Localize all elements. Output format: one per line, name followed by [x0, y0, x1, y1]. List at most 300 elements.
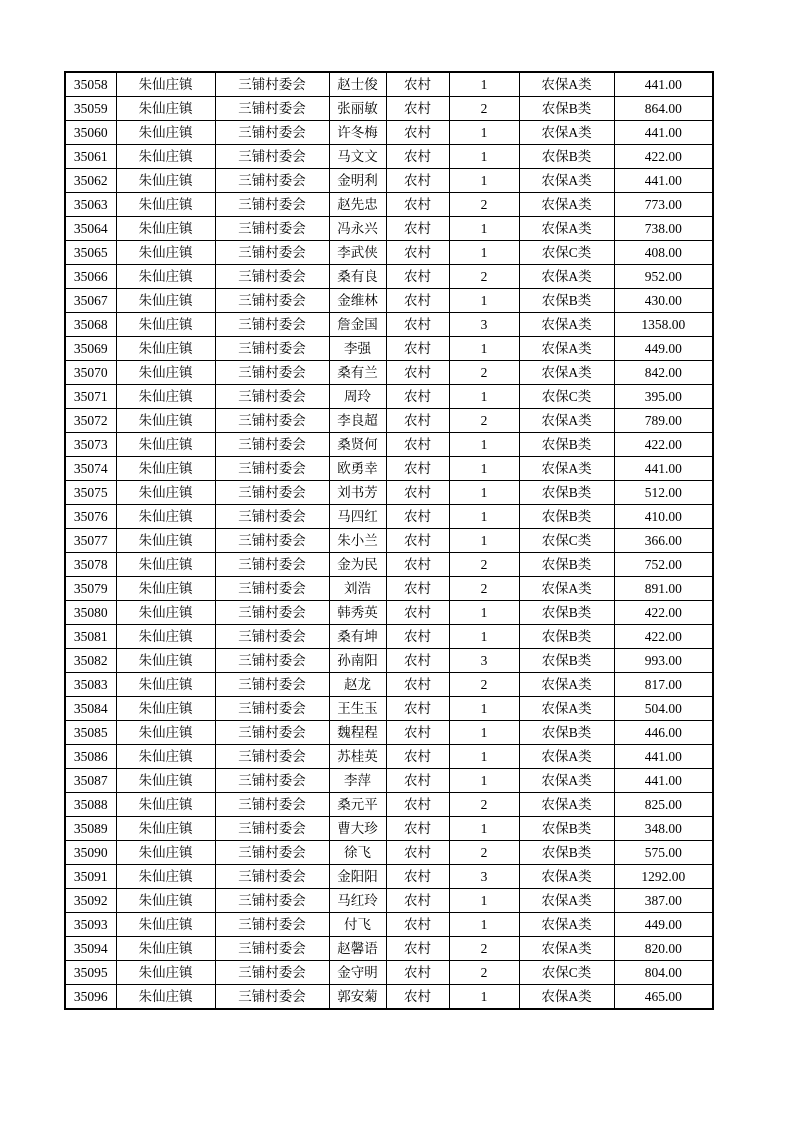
cell-count: 1 — [449, 72, 519, 97]
cell-category: 农保A类 — [519, 409, 614, 433]
cell-name: 詹金国 — [329, 313, 386, 337]
cell-amount: 789.00 — [614, 409, 713, 433]
cell-id: 35095 — [65, 961, 116, 985]
cell-count: 1 — [449, 769, 519, 793]
cell-residence: 农村 — [386, 409, 449, 433]
cell-town: 朱仙庄镇 — [116, 697, 215, 721]
cell-residence: 农村 — [386, 457, 449, 481]
cell-town: 朱仙庄镇 — [116, 265, 215, 289]
cell-amount: 752.00 — [614, 553, 713, 577]
cell-count: 1 — [449, 457, 519, 481]
cell-id: 35088 — [65, 793, 116, 817]
table-row — [65, 721, 713, 745]
cell-count: 1 — [449, 385, 519, 409]
cell-village: 三铺村委会 — [215, 817, 329, 841]
cell-name: 马文文 — [329, 145, 386, 169]
cell-village: 三铺村委会 — [215, 97, 329, 121]
table-row — [65, 169, 713, 193]
cell-residence: 农村 — [386, 961, 449, 985]
table-row — [65, 985, 713, 1010]
cell-amount: 817.00 — [614, 673, 713, 697]
cell-amount: 820.00 — [614, 937, 713, 961]
cell-town: 朱仙庄镇 — [116, 217, 215, 241]
cell-count: 1 — [449, 913, 519, 937]
cell-id: 35096 — [65, 985, 116, 1010]
table-body — [65, 72, 713, 1009]
cell-id: 35078 — [65, 553, 116, 577]
cell-village: 三铺村委会 — [215, 145, 329, 169]
table-row — [65, 625, 713, 649]
cell-name: 金明利 — [329, 169, 386, 193]
cell-amount: 422.00 — [614, 601, 713, 625]
cell-category: 农保B类 — [519, 817, 614, 841]
cell-residence: 农村 — [386, 553, 449, 577]
cell-town: 朱仙庄镇 — [116, 793, 215, 817]
cell-town: 朱仙庄镇 — [116, 169, 215, 193]
cell-town: 朱仙庄镇 — [116, 961, 215, 985]
cell-name: 赵馨语 — [329, 937, 386, 961]
table-row — [65, 601, 713, 625]
cell-village: 三铺村委会 — [215, 72, 329, 97]
cell-village: 三铺村委会 — [215, 721, 329, 745]
cell-residence: 农村 — [386, 313, 449, 337]
table-row — [65, 337, 713, 361]
cell-count: 1 — [449, 529, 519, 553]
cell-id: 35079 — [65, 577, 116, 601]
cell-town: 朱仙庄镇 — [116, 337, 215, 361]
cell-category: 农保B类 — [519, 553, 614, 577]
cell-name: 周玲 — [329, 385, 386, 409]
cell-id: 35073 — [65, 433, 116, 457]
cell-residence: 农村 — [386, 385, 449, 409]
cell-category: 农保A类 — [519, 361, 614, 385]
cell-category: 农保B类 — [519, 145, 614, 169]
table-row — [65, 361, 713, 385]
cell-category: 农保A类 — [519, 913, 614, 937]
cell-village: 三铺村委会 — [215, 985, 329, 1010]
cell-id: 35064 — [65, 217, 116, 241]
table-row — [65, 769, 713, 793]
cell-residence: 农村 — [386, 481, 449, 505]
cell-name: 刘浩 — [329, 577, 386, 601]
cell-name: 张丽敏 — [329, 97, 386, 121]
cell-count: 1 — [449, 169, 519, 193]
table-row — [65, 673, 713, 697]
cell-id: 35087 — [65, 769, 116, 793]
cell-amount: 993.00 — [614, 649, 713, 673]
cell-count: 1 — [449, 121, 519, 145]
cell-amount: 422.00 — [614, 145, 713, 169]
cell-amount: 825.00 — [614, 793, 713, 817]
cell-village: 三铺村委会 — [215, 913, 329, 937]
cell-amount: 446.00 — [614, 721, 713, 745]
cell-amount: 449.00 — [614, 337, 713, 361]
cell-town: 朱仙庄镇 — [116, 985, 215, 1010]
cell-village: 三铺村委会 — [215, 937, 329, 961]
cell-category: 农保A类 — [519, 265, 614, 289]
cell-amount: 441.00 — [614, 769, 713, 793]
cell-village: 三铺村委会 — [215, 697, 329, 721]
cell-count: 2 — [449, 97, 519, 121]
cell-residence: 农村 — [386, 721, 449, 745]
cell-id: 35061 — [65, 145, 116, 169]
cell-town: 朱仙庄镇 — [116, 745, 215, 769]
cell-town: 朱仙庄镇 — [116, 289, 215, 313]
cell-count: 1 — [449, 241, 519, 265]
cell-id: 35093 — [65, 913, 116, 937]
cell-category: 农保B类 — [519, 433, 614, 457]
cell-count: 1 — [449, 217, 519, 241]
cell-count: 2 — [449, 265, 519, 289]
cell-category: 农保A类 — [519, 169, 614, 193]
cell-name: 桑元平 — [329, 793, 386, 817]
cell-category: 农保A类 — [519, 793, 614, 817]
cell-amount: 387.00 — [614, 889, 713, 913]
table-row — [65, 889, 713, 913]
cell-count: 1 — [449, 505, 519, 529]
cell-amount: 441.00 — [614, 457, 713, 481]
cell-count: 2 — [449, 577, 519, 601]
cell-village: 三铺村委会 — [215, 673, 329, 697]
table-row — [65, 265, 713, 289]
table-row — [65, 433, 713, 457]
cell-residence: 农村 — [386, 337, 449, 361]
cell-count: 2 — [449, 793, 519, 817]
cell-id: 35082 — [65, 649, 116, 673]
cell-name: 桑有良 — [329, 265, 386, 289]
cell-category: 农保A类 — [519, 889, 614, 913]
cell-id: 35075 — [65, 481, 116, 505]
cell-residence: 农村 — [386, 673, 449, 697]
cell-id: 35066 — [65, 265, 116, 289]
cell-town: 朱仙庄镇 — [116, 121, 215, 145]
cell-count: 1 — [449, 337, 519, 361]
cell-category: 农保A类 — [519, 985, 614, 1010]
cell-name: 王生玉 — [329, 697, 386, 721]
cell-village: 三铺村委会 — [215, 121, 329, 145]
cell-amount: 395.00 — [614, 385, 713, 409]
cell-count: 3 — [449, 313, 519, 337]
cell-village: 三铺村委会 — [215, 745, 329, 769]
table-row — [65, 697, 713, 721]
cell-id: 35083 — [65, 673, 116, 697]
cell-id: 35086 — [65, 745, 116, 769]
table-row — [65, 481, 713, 505]
cell-category: 农保A类 — [519, 673, 614, 697]
cell-category: 农保B类 — [519, 841, 614, 865]
cell-residence: 农村 — [386, 97, 449, 121]
cell-residence: 农村 — [386, 817, 449, 841]
cell-count: 2 — [449, 841, 519, 865]
cell-name: 魏程程 — [329, 721, 386, 745]
cell-residence: 农村 — [386, 937, 449, 961]
cell-town: 朱仙庄镇 — [116, 913, 215, 937]
cell-town: 朱仙庄镇 — [116, 481, 215, 505]
cell-name: 金为民 — [329, 553, 386, 577]
cell-count: 1 — [449, 697, 519, 721]
table-row — [65, 409, 713, 433]
cell-id: 35063 — [65, 193, 116, 217]
cell-town: 朱仙庄镇 — [116, 457, 215, 481]
cell-count: 2 — [449, 409, 519, 433]
cell-village: 三铺村委会 — [215, 601, 329, 625]
cell-residence: 农村 — [386, 841, 449, 865]
cell-amount: 422.00 — [614, 625, 713, 649]
cell-category: 农保B类 — [519, 505, 614, 529]
cell-name: 赵士俊 — [329, 72, 386, 97]
cell-residence: 农村 — [386, 649, 449, 673]
cell-village: 三铺村委会 — [215, 577, 329, 601]
cell-id: 35074 — [65, 457, 116, 481]
cell-category: 农保A类 — [519, 337, 614, 361]
cell-town: 朱仙庄镇 — [116, 673, 215, 697]
cell-id: 35068 — [65, 313, 116, 337]
cell-amount: 348.00 — [614, 817, 713, 841]
cell-residence: 农村 — [386, 793, 449, 817]
cell-village: 三铺村委会 — [215, 481, 329, 505]
cell-town: 朱仙庄镇 — [116, 577, 215, 601]
cell-amount: 504.00 — [614, 697, 713, 721]
cell-id: 35092 — [65, 889, 116, 913]
cell-residence: 农村 — [386, 145, 449, 169]
cell-village: 三铺村委会 — [215, 505, 329, 529]
cell-count: 2 — [449, 937, 519, 961]
cell-town: 朱仙庄镇 — [116, 889, 215, 913]
cell-id: 35094 — [65, 937, 116, 961]
cell-category: 农保A类 — [519, 217, 614, 241]
records-table — [64, 71, 714, 1010]
cell-town: 朱仙庄镇 — [116, 841, 215, 865]
cell-residence: 农村 — [386, 193, 449, 217]
cell-residence: 农村 — [386, 289, 449, 313]
cell-name: 徐飞 — [329, 841, 386, 865]
cell-category: 农保A类 — [519, 457, 614, 481]
cell-amount: 441.00 — [614, 169, 713, 193]
cell-village: 三铺村委会 — [215, 409, 329, 433]
cell-residence: 农村 — [386, 361, 449, 385]
cell-village: 三铺村委会 — [215, 289, 329, 313]
cell-village: 三铺村委会 — [215, 841, 329, 865]
table-row — [65, 577, 713, 601]
cell-category: 农保A类 — [519, 769, 614, 793]
cell-name: 李萍 — [329, 769, 386, 793]
cell-id: 35085 — [65, 721, 116, 745]
cell-name: 欧勇幸 — [329, 457, 386, 481]
cell-category: 农保C类 — [519, 529, 614, 553]
cell-town: 朱仙庄镇 — [116, 601, 215, 625]
cell-residence: 农村 — [386, 241, 449, 265]
cell-amount: 891.00 — [614, 577, 713, 601]
cell-category: 农保B类 — [519, 625, 614, 649]
cell-category: 农保B类 — [519, 601, 614, 625]
cell-count: 3 — [449, 865, 519, 889]
cell-count: 1 — [449, 433, 519, 457]
cell-count: 1 — [449, 145, 519, 169]
cell-village: 三铺村委会 — [215, 793, 329, 817]
cell-name: 李武侠 — [329, 241, 386, 265]
cell-town: 朱仙庄镇 — [116, 505, 215, 529]
cell-town: 朱仙庄镇 — [116, 241, 215, 265]
cell-town: 朱仙庄镇 — [116, 865, 215, 889]
cell-village: 三铺村委会 — [215, 889, 329, 913]
table-row — [65, 529, 713, 553]
cell-village: 三铺村委会 — [215, 961, 329, 985]
cell-residence: 农村 — [386, 601, 449, 625]
cell-amount: 441.00 — [614, 745, 713, 769]
cell-village: 三铺村委会 — [215, 361, 329, 385]
table-row — [65, 289, 713, 313]
cell-count: 1 — [449, 985, 519, 1010]
cell-amount: 465.00 — [614, 985, 713, 1010]
table-row — [65, 505, 713, 529]
cell-category: 农保A类 — [519, 577, 614, 601]
cell-town: 朱仙庄镇 — [116, 721, 215, 745]
cell-amount: 410.00 — [614, 505, 713, 529]
cell-name: 曹大珍 — [329, 817, 386, 841]
cell-village: 三铺村委会 — [215, 217, 329, 241]
cell-village: 三铺村委会 — [215, 433, 329, 457]
table-row — [65, 193, 713, 217]
cell-name: 桑贤何 — [329, 433, 386, 457]
cell-residence: 农村 — [386, 72, 449, 97]
cell-id: 35076 — [65, 505, 116, 529]
cell-name: 赵龙 — [329, 673, 386, 697]
cell-id: 35067 — [65, 289, 116, 313]
cell-amount: 804.00 — [614, 961, 713, 985]
cell-village: 三铺村委会 — [215, 529, 329, 553]
cell-town: 朱仙庄镇 — [116, 937, 215, 961]
cell-town: 朱仙庄镇 — [116, 313, 215, 337]
table-row — [65, 865, 713, 889]
cell-residence: 农村 — [386, 769, 449, 793]
cell-count: 1 — [449, 481, 519, 505]
cell-town: 朱仙庄镇 — [116, 553, 215, 577]
cell-village: 三铺村委会 — [215, 313, 329, 337]
cell-category: 农保A类 — [519, 745, 614, 769]
cell-count: 1 — [449, 745, 519, 769]
cell-village: 三铺村委会 — [215, 169, 329, 193]
cell-name: 李良超 — [329, 409, 386, 433]
cell-residence: 农村 — [386, 697, 449, 721]
cell-name: 金维林 — [329, 289, 386, 313]
cell-id: 35090 — [65, 841, 116, 865]
cell-town: 朱仙庄镇 — [116, 409, 215, 433]
cell-residence: 农村 — [386, 745, 449, 769]
cell-count: 2 — [449, 961, 519, 985]
cell-name: 付飞 — [329, 913, 386, 937]
table-row — [65, 913, 713, 937]
cell-count: 1 — [449, 817, 519, 841]
cell-amount: 1358.00 — [614, 313, 713, 337]
table-row — [65, 241, 713, 265]
cell-residence: 农村 — [386, 265, 449, 289]
table-row — [65, 217, 713, 241]
cell-town: 朱仙庄镇 — [116, 433, 215, 457]
cell-amount: 422.00 — [614, 433, 713, 457]
cell-id: 35058 — [65, 72, 116, 97]
cell-amount: 738.00 — [614, 217, 713, 241]
cell-amount: 575.00 — [614, 841, 713, 865]
cell-town: 朱仙庄镇 — [116, 361, 215, 385]
cell-count: 2 — [449, 193, 519, 217]
cell-residence: 农村 — [386, 865, 449, 889]
table-row — [65, 793, 713, 817]
cell-category: 农保A类 — [519, 697, 614, 721]
cell-amount: 864.00 — [614, 97, 713, 121]
cell-category: 农保A类 — [519, 193, 614, 217]
cell-residence: 农村 — [386, 625, 449, 649]
cell-amount: 441.00 — [614, 121, 713, 145]
cell-category: 农保A类 — [519, 121, 614, 145]
cell-id: 35089 — [65, 817, 116, 841]
cell-category: 农保A类 — [519, 72, 614, 97]
cell-town: 朱仙庄镇 — [116, 145, 215, 169]
cell-id: 35060 — [65, 121, 116, 145]
cell-count: 2 — [449, 673, 519, 697]
cell-id: 35084 — [65, 697, 116, 721]
cell-category: 农保C类 — [519, 385, 614, 409]
cell-amount: 1292.00 — [614, 865, 713, 889]
table-row — [65, 313, 713, 337]
cell-amount: 842.00 — [614, 361, 713, 385]
cell-category: 农保C类 — [519, 961, 614, 985]
cell-amount: 952.00 — [614, 265, 713, 289]
cell-name: 刘书芳 — [329, 481, 386, 505]
cell-town: 朱仙庄镇 — [116, 625, 215, 649]
cell-name: 金守明 — [329, 961, 386, 985]
cell-name: 朱小兰 — [329, 529, 386, 553]
cell-residence: 农村 — [386, 985, 449, 1010]
table-row — [65, 385, 713, 409]
cell-category: 农保A类 — [519, 313, 614, 337]
cell-count: 1 — [449, 289, 519, 313]
cell-name: 许冬梅 — [329, 121, 386, 145]
cell-name: 韩秀英 — [329, 601, 386, 625]
table-row — [65, 145, 713, 169]
cell-town: 朱仙庄镇 — [116, 817, 215, 841]
cell-residence: 农村 — [386, 529, 449, 553]
cell-id: 35059 — [65, 97, 116, 121]
cell-count: 1 — [449, 889, 519, 913]
cell-town: 朱仙庄镇 — [116, 769, 215, 793]
table-row — [65, 97, 713, 121]
cell-name: 桑有兰 — [329, 361, 386, 385]
cell-name: 马红玲 — [329, 889, 386, 913]
cell-amount: 512.00 — [614, 481, 713, 505]
cell-town: 朱仙庄镇 — [116, 193, 215, 217]
table-row — [65, 817, 713, 841]
cell-name: 苏桂英 — [329, 745, 386, 769]
cell-residence: 农村 — [386, 169, 449, 193]
cell-count: 1 — [449, 601, 519, 625]
table-row — [65, 937, 713, 961]
cell-amount: 773.00 — [614, 193, 713, 217]
cell-village: 三铺村委会 — [215, 385, 329, 409]
cell-amount: 430.00 — [614, 289, 713, 313]
cell-count: 3 — [449, 649, 519, 673]
cell-id: 35080 — [65, 601, 116, 625]
cell-category: 农保B类 — [519, 97, 614, 121]
cell-count: 1 — [449, 721, 519, 745]
cell-residence: 农村 — [386, 889, 449, 913]
cell-amount: 408.00 — [614, 241, 713, 265]
cell-name: 赵先忠 — [329, 193, 386, 217]
table-row — [65, 745, 713, 769]
cell-id: 35062 — [65, 169, 116, 193]
cell-count: 2 — [449, 553, 519, 577]
cell-count: 2 — [449, 361, 519, 385]
cell-name: 李强 — [329, 337, 386, 361]
